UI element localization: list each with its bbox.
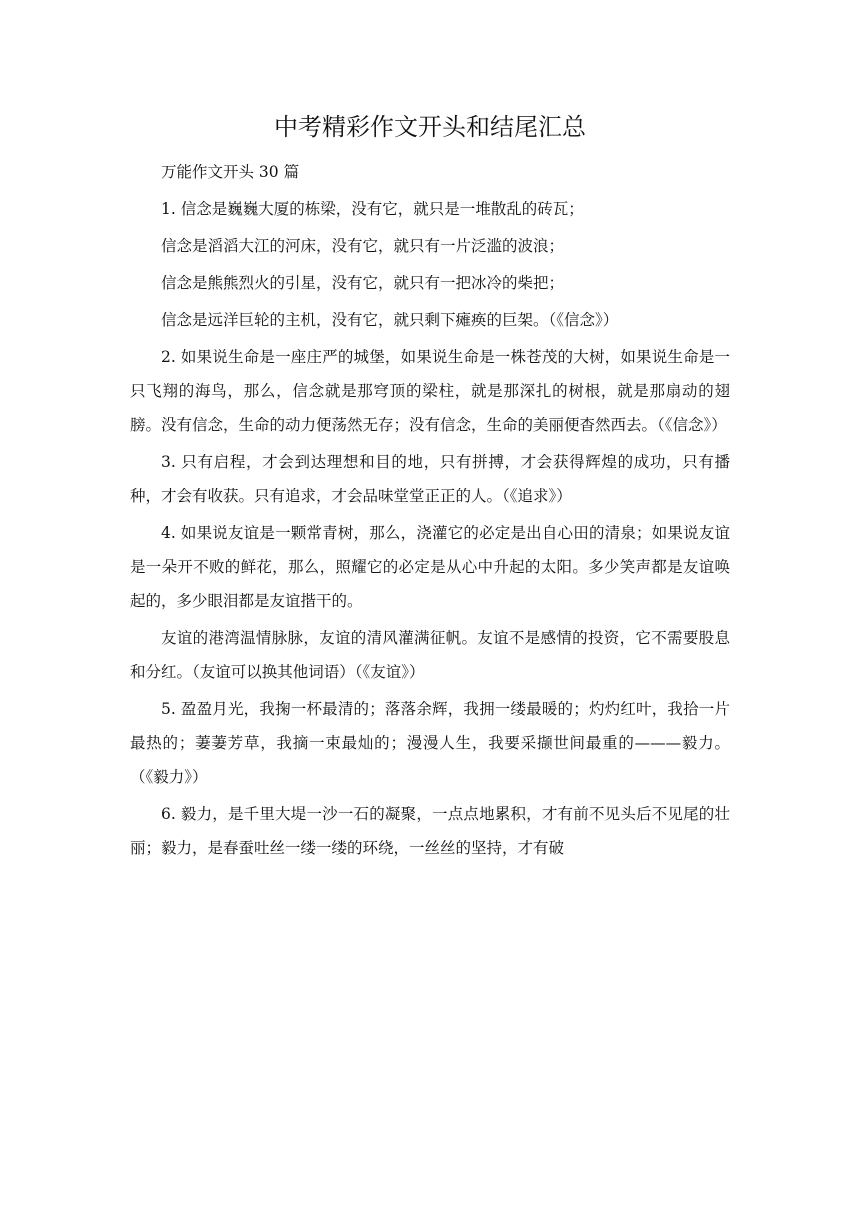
paragraph: 信念是远洋巨轮的主机，没有它，就只剩下瘫痪的巨架。（《信念》） xyxy=(161,311,619,329)
paragraph: 2. 如果说生命是一座庄严的城堡，如果说生命是一株苍茂的大树，如果说生命是一只飞翔的海鸟，那么，信念就是那穹顶的梁柱，就是那深扎的树根，就是那扇动的翅膀。没有信念，生命的动力便荡然无存；没有信念，生命的美丽便杳然西去。（《信念》） xyxy=(130,348,730,434)
document-subtitle: 万能作文开头 30 篇 xyxy=(161,163,300,181)
document-title: 中考精彩作文开头和结尾汇总 xyxy=(274,113,586,141)
paragraph: 信念是熊熊烈火的引星，没有它，就只有一把冰冷的柴把； xyxy=(161,274,565,292)
paragraph: 1. 信念是巍巍大厦的栋梁，没有它，就只是一堆散乱的砖瓦； xyxy=(161,200,584,218)
paragraph: 6. 毅力，是千里大堤一沙一石的凝聚，一点点地累积，才有前不见头后不见尾的壮丽；毅力，是春蚕吐丝一缕一缕的环绕，一丝丝的坚持，才有破 xyxy=(130,805,730,857)
paragraph: 信念是滔滔大江的河床，没有它，就只有一片泛滥的波浪； xyxy=(161,237,565,255)
paragraph: 友谊的港湾温情脉脉，友谊的清风灌满征帆。友谊不是感情的投资，它不需要股息和分红。（友谊可以换其他词语）（《友谊》） xyxy=(130,629,730,681)
document-body xyxy=(130,155,730,865)
paragraph: 5. 盈盈月光，我掬一杯最清的；落落余辉，我拥一缕最暖的；灼灼红叶，我拾一片最热的；萋萋芳草，我摘一束最灿的；漫漫人生，我要采撷世间最重的———毅力。（《毅力》） xyxy=(130,700,730,786)
paragraph: 4. 如果说友谊是一颗常青树，那么，浇灌它的必定是出自心田的清泉；如果说友谊是一朵开不败的鲜花，那么，照耀它的必定是从心中升起的太阳。多少笑声都是友谊唤起的，多少眼泪都是友谊揩干的。 xyxy=(130,524,730,610)
paragraph: 3. 只有启程，才会到达理想和目的地，只有拼搏，才会获得辉煌的成功，只有播种，才会有收获。只有追求，才会品味堂堂正正的人。（《追求》） xyxy=(130,453,730,505)
